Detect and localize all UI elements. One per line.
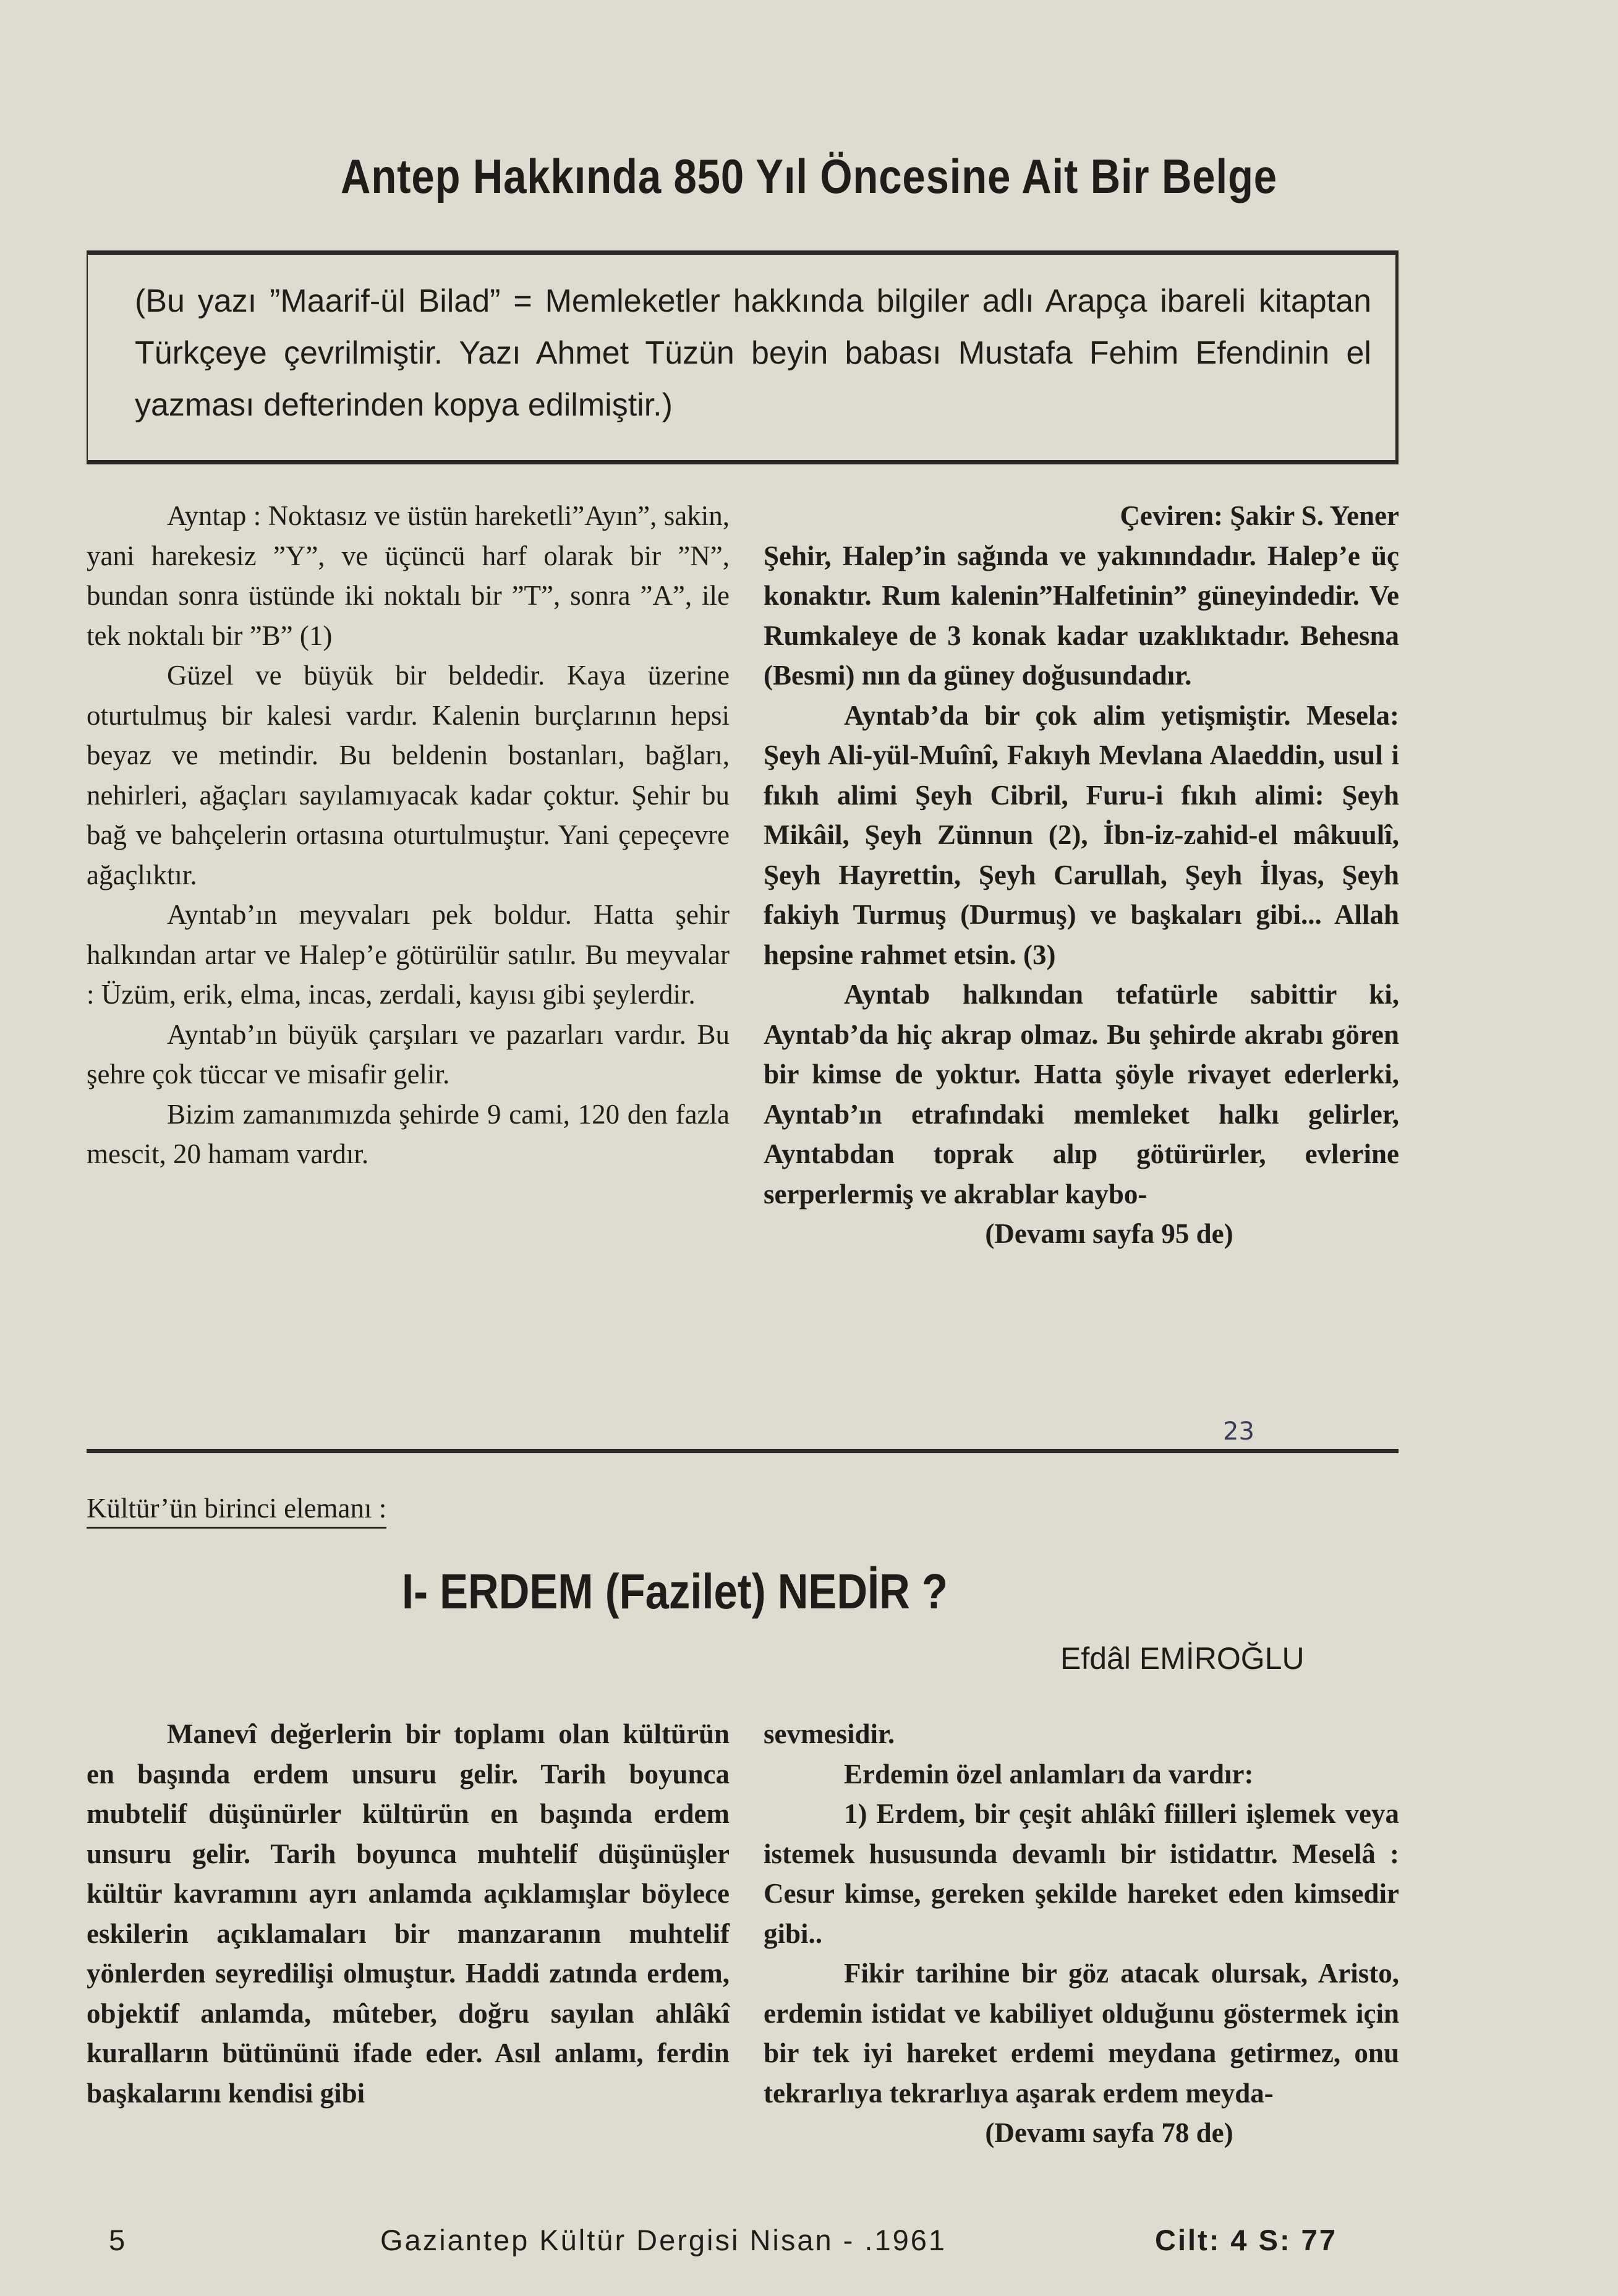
article2-title: I- ERDEM (Fazilet) NEDİR ? (402, 1564, 948, 1619)
volume-info: Cilt: 4 S: 77 (1155, 2224, 1337, 2256)
paragraph: Fikir tarihine bir göz atacak olursak, Aristo, erdemin istidat ve kabiliyet olduğunu göstermek için bir tek iyi hareket erdemi meydana getirmez, onu tekrarlıya tekrarlıya aşarak erdem meyda- (764, 1958, 1399, 2109)
article2-column-left (87, 1714, 730, 2113)
translator-credit: Çeviren: Şakir S. Yener (1120, 500, 1399, 531)
paragraph: sevmesidir. (764, 1718, 895, 1749)
continued-note: (Devamı sayfa 78 de) (985, 2117, 1233, 2148)
author-name: Efdâl EMİROĞLU (1060, 1641, 1305, 1676)
journal-info: Gaziantep Kültür Dergisi Nisan - .1961 (380, 2224, 947, 2256)
section-label: Kültür’ün birinci elemanı : (87, 1492, 386, 1529)
article1-column-left (87, 496, 730, 1174)
article1-column-right (764, 496, 1399, 1254)
paragraph: Ayntab’da bir çok alim yetişmiştir. Mesela: Şeyh Ali-yül-Muînî, Fakıyh Mevlana Alaeddin, usul i fıkıh alimi Şeyh Cibril, Furu-i fıkıh alimi: Şeyh Mikâil, Şeyh Zünnun (2), İbn-iz-zahid-el mâkuulî, Şeyh Hayrettin, Şeyh Carullah, Şeyh İlyas, Şeyh fakiyh Turmuş (Durmuş) ve başkaları gibi... Allah hepsine rahmet etsin. (3) (764, 699, 1399, 970)
continued-note: (Devamı sayfa 95 de) (985, 1218, 1233, 1249)
paragraph: Güzel ve büyük bir beldedir. Kaya üzerine oturtulmuş bir kalesi vardır. Kalenin burçlarının hepsi beyaz ve metindir. Bu beldenin bostanları, bağları, nehirleri, ağaçları sayılamıyacak kadar çoktur. Şehir bu bağ ve bahçelerin ortasına oturtulmuştur. Yani çepeçevre ağaçlıktır. (87, 660, 730, 890)
paragraph: Ayntab halkından tefatürle sabittir ki, Ayntab’da hiç akrap olmaz. Bu şehirde akrabı gören bir kimse de yoktur. Hatta şöyle rivayet ederlerki, Ayntab’ın etrafındaki memleket halkı gelirler, Ayntabdan toprak alıp götürürler, evlerine serperlermiş ve akrablar kaybo- (764, 979, 1399, 1210)
article2-column-right (764, 1714, 1399, 2153)
section-divider (87, 1449, 1399, 1453)
article-title: Antep Hakkında 850 Yıl Öncesine Ait Bir Belge (341, 149, 1277, 203)
page-number: 5 (109, 2224, 126, 2256)
intro-text: (Bu yazı ”Maarif-ül Bilad” = Memleketler hakkında bilgiler adlı Arapça ibareli kitaptan Türkçeye çevrilmiştir. Yazı Ahmet Tüzün beyin babası Mustafa Fehim Efendinin el yazması defterinden kopya edilmiştir.) (135, 283, 1371, 423)
handwritten-page-number: 23 (1223, 1417, 1254, 1446)
paragraph: Erdemin özel anlamları da vardır: (844, 1758, 1254, 1790)
paragraph: Bizim zamanımızda şehirde 9 cami, 120 den fazla mescit, 20 hamam vardır. (87, 1098, 730, 1169)
paragraph: Şehir, Halep’in sağında ve yakınındadır. Halep’e üç konaktır. Rum kalenin”Halfetinin” güneyindedir. Ve Rumkaleye de 3 konak kadar uzaklıktadır. Behesna (Besmi) nın da güney doğusundadır. (764, 540, 1399, 691)
paragraph: Ayntab’ın meyvaları pek boldur. Hatta şehir halkından artar ve Halep’e götürülür satılır. Bu meyvalar : Üzüm, erik, elma, incas, zerdali, kayısı gibi şeylerdir. (87, 899, 730, 1010)
paragraph: 1) Erdem, bir çeşit ahlâkî fiilleri işlemek veya istemek hususunda devamlı bir istidattır. Meselâ : Cesur kimse, gereken şekilde hareket eden kimsedir gibi.. (764, 1798, 1399, 1949)
paragraph: Ayntab’ın büyük çarşıları ve pazarları vardır. Bu şehre çok tüccar ve misafir gelir. (87, 1018, 730, 1090)
paragraph: Manevî değerlerin bir toplamı olan kültürün en başında erdem unsuru gelir. Tarih boyunca mubtelif düşünürler kültürün en başında erdem unsuru gelir. Tarih boyunca muhtelif düşünüşler kültür kavramını ayrı anlamda açıklamışlar böylece eskilerin açıklamaları bir manzaranın muhtelif yönlerden seyredilişi olmuştur. Haddi zatında erdem, objektif anlamda, mûteber, doğru sayılan ahlâkî kuralların bütününü ifade eder. Asıl anlamı, ferdin başkalarını kendisi gibi (87, 1718, 730, 2109)
paragraph: Ayntap : Noktasız ve üstün hareketli”Ayın”, sakin, yani harekesiz ”Y”, ve üçüncü harf olarak bir ”N”, bundan sonra üstünde iki noktalı bir ”T”, sonra ”A”, ile tek noktalı bir ”B” (1) (87, 500, 730, 651)
